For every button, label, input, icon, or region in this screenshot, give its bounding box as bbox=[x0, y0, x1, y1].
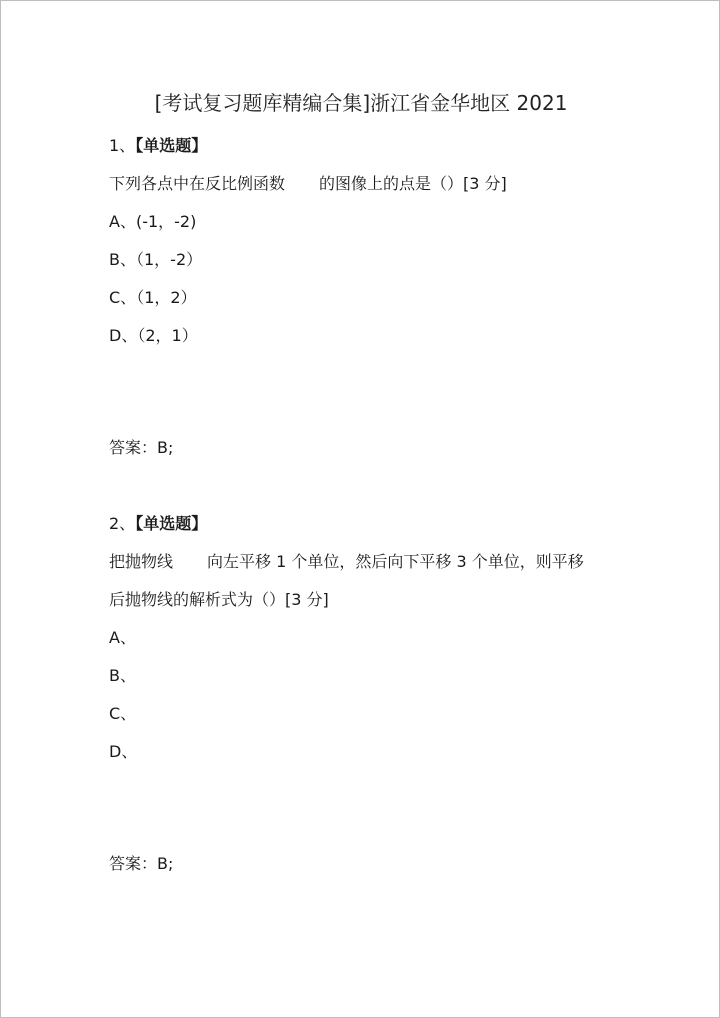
option-c bbox=[109, 703, 136, 725]
option-b bbox=[109, 249, 202, 271]
option-label: A、 bbox=[109, 212, 136, 231]
option-c bbox=[109, 287, 197, 309]
option-text: （1，-2） bbox=[135, 250, 203, 269]
option-a bbox=[109, 627, 136, 649]
question-2-header bbox=[109, 513, 207, 535]
question-1-stem bbox=[109, 173, 507, 195]
question-type: 【单选题】 bbox=[135, 136, 208, 155]
option-d bbox=[109, 325, 198, 347]
stem-text-before: 把抛物线 bbox=[109, 552, 174, 571]
option-label: B、 bbox=[109, 666, 136, 685]
question-number: 1、 bbox=[109, 136, 136, 155]
question-1-answer: 答案：B; bbox=[109, 438, 174, 457]
stem-text-after: 向左平移 1 个单位，然后向下平移 3 个单位，则平移 bbox=[207, 552, 584, 571]
option-label: B、 bbox=[109, 250, 136, 269]
question-type: 【单选题】 bbox=[135, 514, 208, 533]
question-number: 2、 bbox=[109, 514, 136, 533]
option-label: C、 bbox=[109, 704, 137, 723]
option-b bbox=[109, 665, 136, 687]
option-text: （1，2） bbox=[136, 288, 197, 307]
option-text: （2，1） bbox=[137, 326, 198, 345]
option-label: D、 bbox=[109, 326, 138, 345]
option-label: D、 bbox=[109, 742, 138, 761]
question-1-header bbox=[109, 135, 207, 157]
option-label: C、 bbox=[109, 288, 137, 307]
document-title: [考试复习题库精编合集]浙江省金华地区 2021 bbox=[154, 91, 568, 115]
question-2-stem-line-2: 后抛物线的解析式为（）[3 分] bbox=[109, 590, 329, 609]
option-label: A、 bbox=[109, 628, 136, 647]
stem-text-before: 下列各点中在反比例函数 bbox=[109, 174, 286, 193]
option-d bbox=[109, 741, 137, 763]
option-a bbox=[109, 211, 196, 233]
question-2-answer: 答案：B; bbox=[109, 854, 174, 873]
question-2-stem-line-1 bbox=[109, 551, 584, 573]
stem-text-after: 的图像上的点是（）[3 分] bbox=[319, 174, 507, 193]
option-text: (-1，-2) bbox=[135, 212, 197, 231]
